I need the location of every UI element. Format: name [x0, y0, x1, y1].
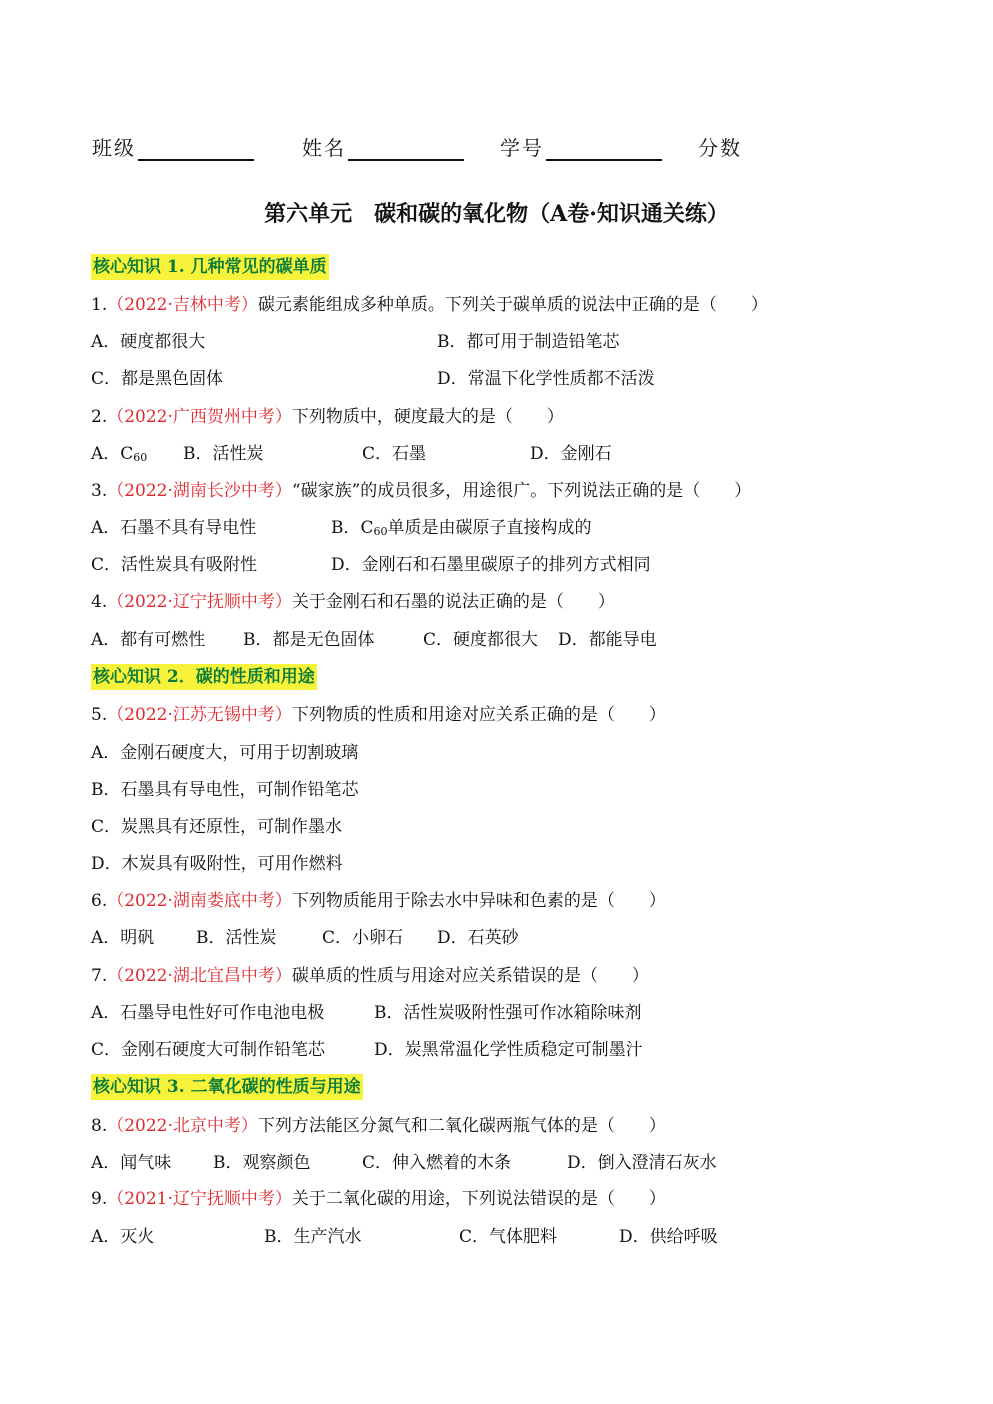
question-2-option-b: B．活性炭: [183, 444, 264, 464]
question-9-option-b: B．生产汽水: [264, 1227, 362, 1247]
question-1-option-a: A．硬度都很大: [91, 332, 206, 352]
question-text: 下列物质的性质和用途对应关系正确的是（ ）: [291, 705, 666, 725]
section-heading-3: 核心知识 3. 二氧化碳的性质与用途: [91, 1074, 363, 1100]
question-number: 9.: [91, 1189, 108, 1209]
subscript-60: 60: [373, 525, 388, 538]
question-5-stem: [91, 703, 666, 727]
question-6-option-a: A．明矾: [91, 928, 155, 948]
question-source: （2022·湖北宜昌中考）: [107, 966, 292, 986]
student-id-label: 学号: [500, 136, 544, 160]
class-label: 班级: [92, 136, 136, 160]
question-source: （2022·广西贺州中考）: [107, 407, 292, 427]
section-heading-1: 核心知识 1. 几种常见的碳单质: [91, 254, 329, 280]
question-7-option-b: B．活性炭吸附性强可作冰箱除味剂: [374, 1003, 642, 1023]
question-6-option-b: B．活性炭: [196, 928, 277, 948]
question-source: （2022·湖南娄底中考）: [107, 891, 292, 911]
question-source: （2022·吉林中考）: [107, 295, 258, 315]
score-field: [698, 132, 742, 161]
question-4-stem: [91, 590, 615, 614]
question-2-stem: [91, 405, 564, 429]
question-number: 5.: [91, 705, 108, 725]
question-text: 碳单质的性质与用途对应关系错误的是（ ）: [291, 966, 649, 986]
question-8-option-d: D．倒入澄清石灰水: [567, 1153, 717, 1173]
question-number: 2.: [91, 407, 108, 427]
question-8-option-c: C．伸入燃着的木条: [362, 1153, 512, 1173]
question-9-stem: [91, 1187, 666, 1211]
question-6-option-d: D．石英砂: [437, 928, 519, 948]
page-title: 第六单元 碳和碳的氧化物（A卷·知识通关练）: [264, 201, 729, 227]
question-3-stem: [91, 479, 751, 503]
question-text: 关于金刚石和石墨的说法正确的是（ ）: [291, 592, 615, 612]
name-label: 姓名: [302, 136, 346, 160]
question-text: 关于二氧化碳的用途，下列说法错误的是（ ）: [291, 1189, 666, 1209]
question-1-option-d: D．常温下化学性质都不活泼: [437, 369, 655, 389]
question-2-option-a: A．$C_{60}$: [91, 444, 148, 464]
class-blank[interactable]: [138, 135, 254, 161]
question-9-option-a: A．灭火: [91, 1227, 155, 1247]
name-field: [302, 132, 464, 161]
question-3-option-b: B．$C_{60}$单质是由碳原子直接构成的: [331, 518, 592, 538]
question-number: 6.: [91, 891, 108, 911]
question-7-stem: [91, 964, 649, 988]
question-source: （2022·江苏无锡中考）: [107, 705, 292, 725]
question-source: （2022·辽宁抚顺中考）: [107, 592, 292, 612]
question-source: （2021·辽宁抚顺中考）: [107, 1189, 292, 1209]
score-label: 分数: [698, 136, 742, 160]
question-7-option-c: C．金刚石硬度大可制作铅笔芯: [91, 1040, 326, 1060]
student-info-header: [92, 132, 912, 164]
question-3-option-a: A．石墨不具有导电性: [91, 518, 257, 538]
question-source: （2022·北京中考）: [107, 1116, 258, 1136]
question-text: 碳元素能组成多种单质。下列关于碳单质的说法中正确的是（ ）: [257, 295, 768, 315]
question-text: 下列物质中，硬度最大的是（ ）: [291, 407, 564, 427]
question-number: 1.: [91, 295, 108, 315]
question-1-option-b: B．都可用于制造铅笔芯: [437, 332, 620, 352]
question-9-option-d: D．供给呼吸: [619, 1227, 718, 1247]
question-8-stem: [91, 1114, 666, 1138]
subscript-60: 60: [133, 451, 148, 464]
question-number: 7.: [91, 966, 108, 986]
student-id-blank[interactable]: [546, 135, 662, 161]
question-2-option-d: D．金刚石: [530, 444, 612, 464]
question-1-option-c: C．都是黑色固体: [91, 369, 224, 389]
class-field: [92, 132, 254, 161]
question-source: （2022·湖南长沙中考）: [107, 481, 292, 501]
question-7-option-a: A．石墨导电性好可作电池电极: [91, 1003, 325, 1023]
question-3-option-c: C．活性炭具有吸附性: [91, 555, 258, 575]
question-number: 3.: [91, 481, 108, 501]
question-2-option-c: C．石墨: [362, 444, 427, 464]
question-4-option-c: C．硬度都很大: [423, 630, 539, 650]
question-3-option-d: D．金刚石和石墨里碳原子的排列方式相同: [331, 555, 651, 575]
question-5-option-d: D．木炭具有吸附性，可用作燃料: [91, 854, 343, 874]
question-4-option-a: A．都有可燃性: [91, 630, 206, 650]
question-text: 下列物质能用于除去水中异味和色素的是（ ）: [291, 891, 666, 911]
question-7-option-d: D．炭黑常温化学性质稳定可制墨汁: [374, 1040, 643, 1060]
question-8-option-a: A．闻气味: [91, 1153, 172, 1173]
question-5-option-b: B．石墨具有导电性，可制作铅笔芯: [91, 780, 359, 800]
question-4-option-d: D．都能导电: [558, 630, 657, 650]
question-1-stem: [91, 293, 768, 317]
question-text: 下列方法能区分氮气和二氧化碳两瓶气体的是（ ）: [257, 1116, 666, 1136]
question-5-option-c: C．炭黑具有还原性，可制作墨水: [91, 817, 343, 837]
question-5-option-a: A．金刚石硬度大，可用于切割玻璃: [91, 743, 359, 763]
question-8-option-b: B．观察颜色: [213, 1153, 311, 1173]
question-6-option-c: C．小卵石: [322, 928, 404, 948]
question-4-option-b: B．都是无色固体: [243, 630, 375, 650]
question-number: 8.: [91, 1116, 108, 1136]
student-id-field: [500, 132, 662, 161]
name-blank[interactable]: [348, 135, 464, 161]
question-9-option-c: C．气体肥料: [459, 1227, 558, 1247]
question-6-stem: [91, 889, 666, 913]
question-text: “碳家族”的成员很多，用途很广。下列说法正确的是（ ）: [291, 481, 752, 501]
question-number: 4.: [91, 592, 108, 612]
section-heading-2: 核心知识 2．碳的性质和用途: [91, 664, 317, 690]
